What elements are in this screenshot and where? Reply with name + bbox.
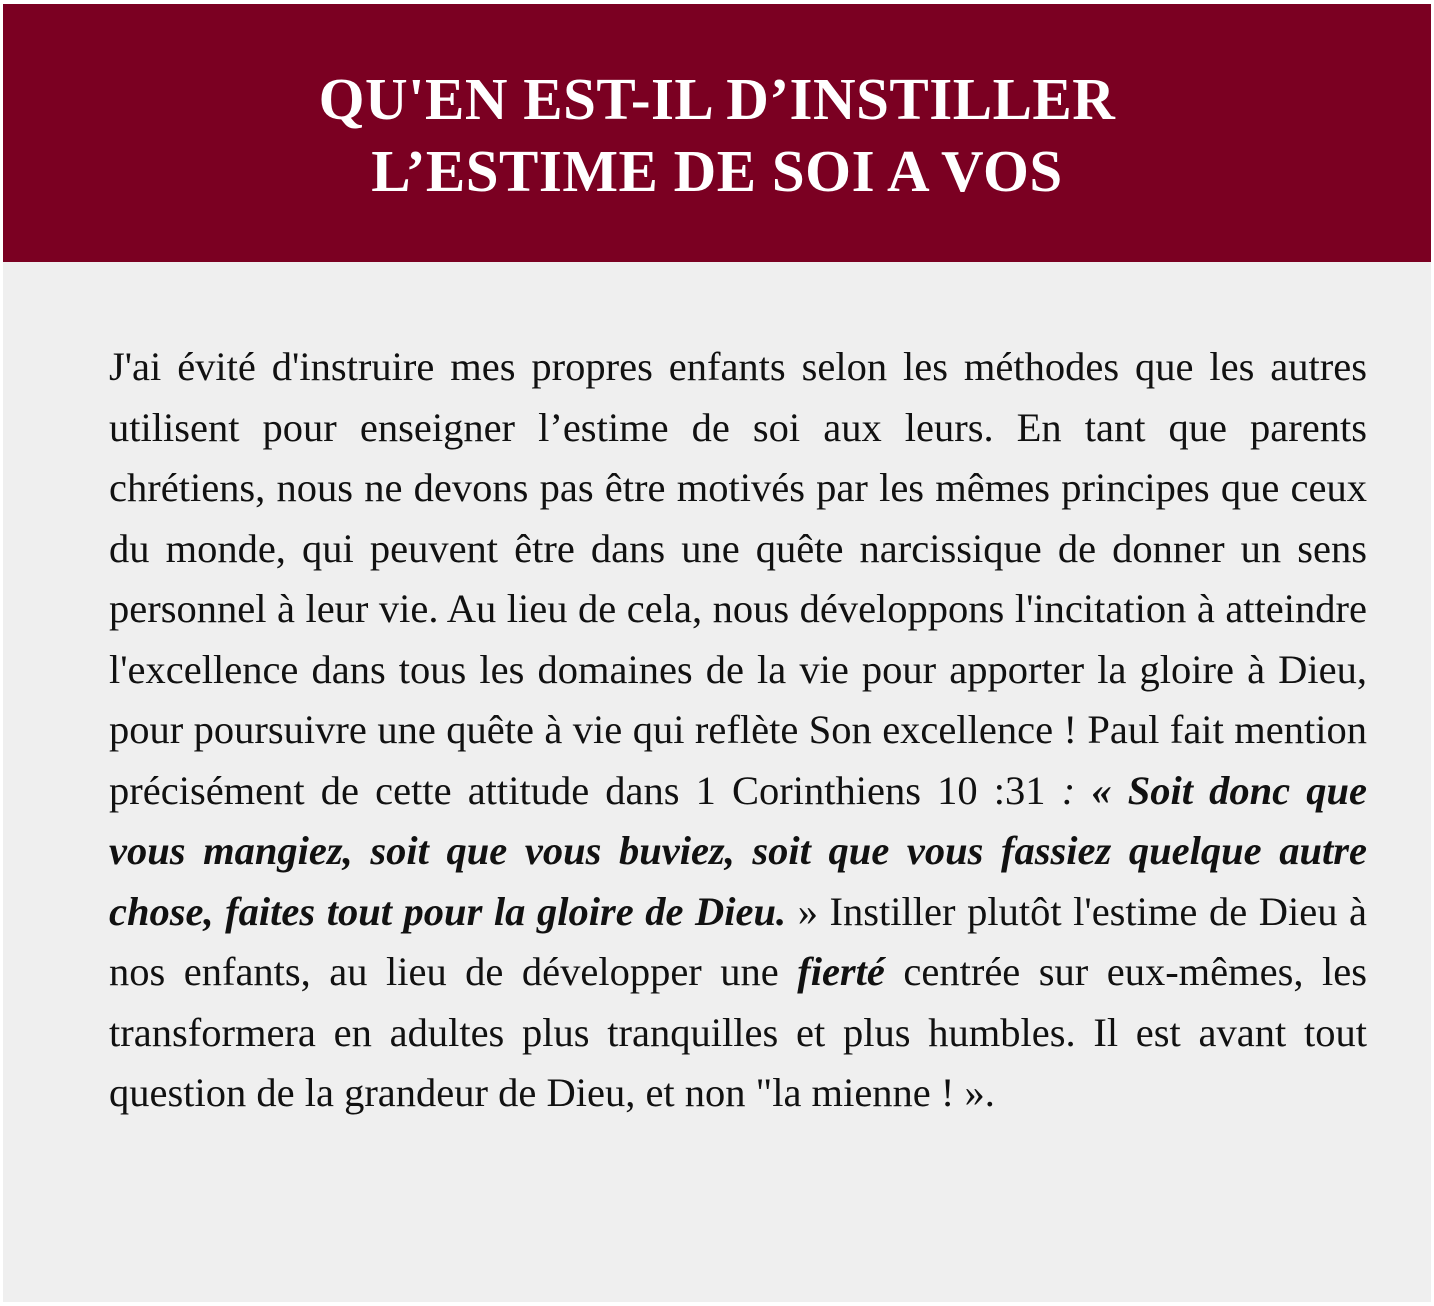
scripture-quote: « Soit donc que vous mangiez, soit que vous buviez, soit que vous fassiez quelque autre chose, faites tout pour la gloire de Dieu.	[109, 767, 1367, 934]
article-card	[3, 4, 1431, 1302]
conclusion-text: centrée sur eux-mêmes, les transformera en adultes plus tranquilles et plus humbles. Il est avant tout question de la grandeur de Dieu, et non "la mienne ! ».	[109, 949, 1367, 1115]
article-body	[109, 337, 1367, 1124]
quote-close: »	[786, 888, 830, 934]
emphasis-word: fierté	[797, 949, 885, 994]
title-line-2: L’ESTIME DE SOI A VOS	[371, 138, 1063, 204]
title-line-1: QU'EN EST-IL D’INSTILLER	[318, 66, 1116, 132]
title-banner	[3, 4, 1431, 262]
after-quote-text: Instiller plutôt l'estime de Dieu à nos enfants, au lieu de développer une	[109, 888, 1368, 994]
intro-colon: :	[1045, 767, 1076, 813]
intro-text: J'ai évité d'instruire mes propres enfants selon les méthodes que les autres utilisent pour enseigner l’estime de soi aux leurs. En tant que parents chrétiens, nous ne devons pas être motivés par les mêmes principes que ceux du monde, qui peuvent être dans une quête narcissique de donner un sens personnel à leur vie. Au lieu de cela, nous développons l'incitation à atteindre l'excellence dans tous les domaines de la vie pour apporter la gloire à Dieu, pour poursuivre une quête à vie qui reflète Son excellence ! Paul fait mention précisément de cette attitude dans 1 Corinthiens 10 :31	[109, 344, 1367, 813]
